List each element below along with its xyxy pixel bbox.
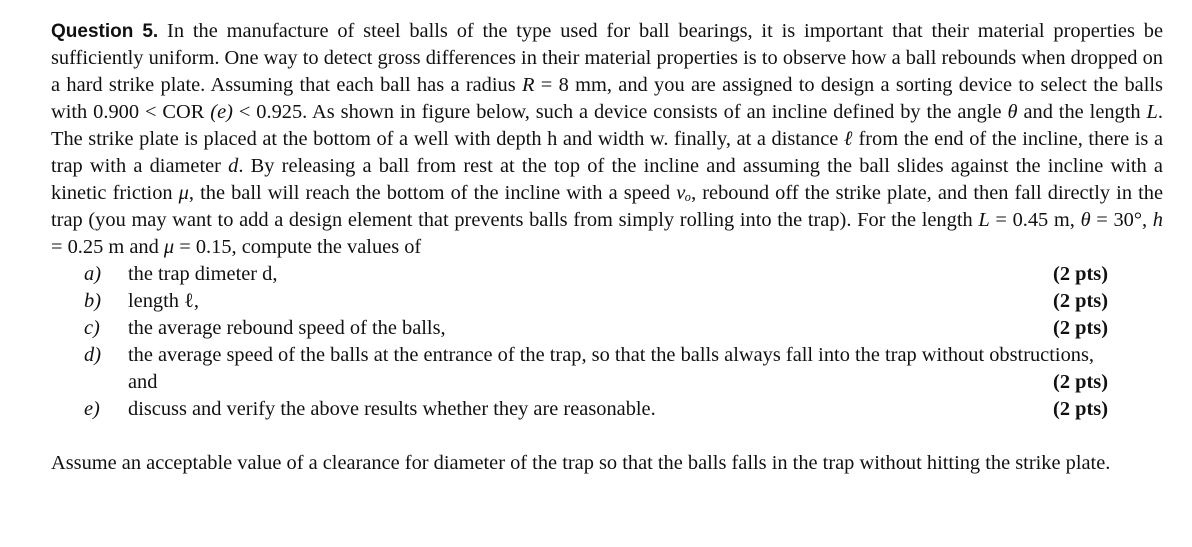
- subquestion-text: the trap dimeter d,: [128, 263, 278, 285]
- question-document: [51, 18, 1163, 477]
- intro-text-11: = 30°,: [1090, 209, 1153, 231]
- intro-text-5: . The strike plate is placed at the bottom of a well with depth h and width w. finally, at a distance: [51, 101, 1163, 150]
- intro-text-4: and the length: [1017, 101, 1147, 123]
- points-label: (2 pts): [1053, 263, 1108, 285]
- subquestion-text: length ℓ,: [128, 290, 199, 312]
- subquestion-text: the average rebound speed of the balls,: [128, 317, 446, 339]
- math-theta2: θ: [1080, 209, 1091, 231]
- subquestion-item: [51, 396, 1163, 423]
- intro-text-7: . By releasing a ball from rest at the top of the incline and assuming the ball slides against the incline with a kinetic friction: [51, 155, 1163, 204]
- question-label: Question 5.: [51, 21, 159, 42]
- subquestion-marker: a): [84, 263, 101, 285]
- intro-text-10: = 0.45 m,: [989, 209, 1081, 231]
- intro-text-9: , rebound off the strike plate, and then fall directly in the trap (you may want to add a design element that prevents balls from simply rolling into the trap). For the length: [51, 182, 1164, 231]
- subquestion-item: [51, 261, 1163, 288]
- points-label: (2 pts): [1053, 317, 1108, 339]
- question-intro: [51, 18, 1163, 261]
- subquestion-item: [51, 288, 1163, 315]
- math-L: L: [1146, 101, 1158, 123]
- subquestion-list: [51, 261, 1163, 423]
- subquestion-marker: e): [84, 398, 100, 420]
- subquestion-marker: b): [84, 290, 101, 312]
- intro-text-1: In the manufacture of steel balls of the type used for ball bearings, it is important that their material properties be sufficiently uniform. One way to detect gross differences in their material properties is to observe how a ball rebounds when dropped on a hard strike plate. Assuming that each ball has a radius: [51, 20, 1163, 96]
- intro-text-3: < 0.925. As shown in figure below, such a device consists of an incline defined by the angle: [232, 101, 1008, 123]
- subquestion-marker: c): [84, 317, 100, 339]
- math-R: R: [522, 74, 535, 96]
- intro-text-8: , the ball will reach the bottom of the incline with a speed: [188, 182, 677, 204]
- subquestion-text: the average speed of the balls at the entrance of the trap, so that the balls always fall into the trap without obstructions, and: [128, 344, 1094, 393]
- math-L2: L: [978, 209, 990, 231]
- math-theta: θ: [1007, 101, 1018, 123]
- subquestion-item: [51, 342, 1163, 396]
- math-vo: vₒ: [676, 182, 692, 204]
- math-ell: ℓ: [843, 128, 853, 150]
- intro-text-6: from the end of the incline, there is a trap with a diameter: [51, 128, 1163, 177]
- points-label: (2 pts): [1053, 371, 1108, 393]
- subquestion-item: [51, 315, 1163, 342]
- subquestion-text: discuss and verify the above results whether they are reasonable.: [128, 398, 656, 420]
- points-label: (2 pts): [1053, 290, 1108, 312]
- footer-note: Assume an acceptable value of a clearance for diameter of the trap so that the balls falls in the trap without hitting the strike plate.: [51, 452, 1111, 474]
- math-mu2: μ: [163, 236, 175, 258]
- math-h: h: [1152, 209, 1163, 231]
- subquestion-marker: d): [84, 344, 101, 366]
- math-d: d: [228, 155, 239, 177]
- intro-text-12: = 0.25 m and: [51, 236, 164, 258]
- intro-text-13: = 0.15, compute the values of: [174, 236, 422, 258]
- math-mu: μ: [178, 182, 189, 204]
- intro-text-2: = 8 mm, and you are assigned to design a sorting device to select the balls with 0.900 < COR: [51, 74, 1163, 123]
- math-e: (e): [210, 101, 233, 123]
- points-label: (2 pts): [1053, 398, 1108, 420]
